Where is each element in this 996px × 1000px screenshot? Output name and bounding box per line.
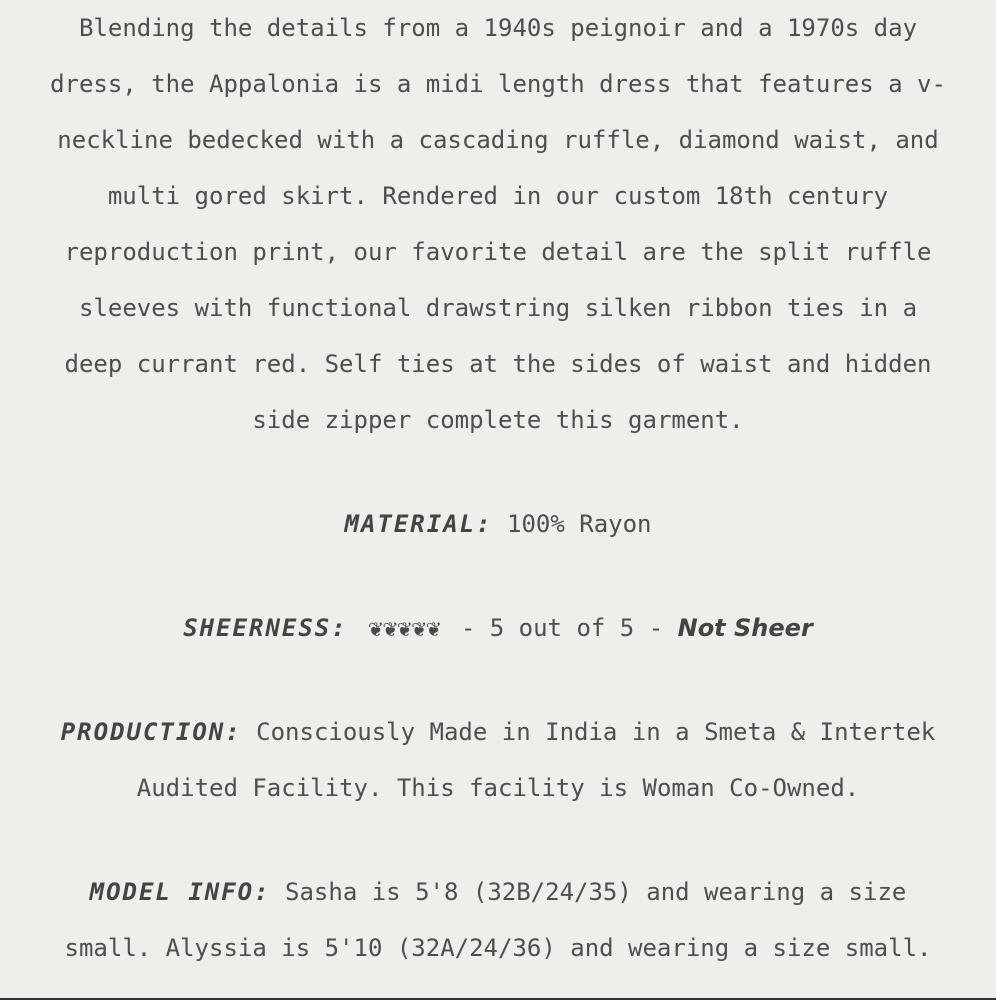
spacer — [48, 656, 948, 704]
model-info-label: MODEL INFO: — [89, 878, 271, 906]
production-label: PRODUCTION: — [60, 718, 242, 746]
spacer — [48, 448, 948, 496]
sheerness-label: SHEERNESS: — [183, 614, 348, 642]
heart-rating-icons: ❦❦❦❦❦ — [368, 614, 441, 642]
model-info-value: Sasha is 5'8 (32B/24/35) and wearing a size small. Alyssia is 5'10 (32A/24/36) and wearing a size small. — [64, 878, 932, 962]
production-value: Consciously Made in India in a Smeta & Intertek Audited Facility. This facility is Woman Co-Owned. — [136, 718, 936, 802]
product-description: Blending the details from a 1940s peignoir and a 1970s day dress, the Appalonia is a midi length dress that features a v-neckline bedecked with a cascading ruffle, diamond waist, and multi gored skirt. Rendered in our custom 18th century reproduction print, our favorite detail are the split ruffle sleeves with functional drawstring silken ribbon ties in a deep currant red. Self ties at the sides of waist and hidden side zipper complete this garment. — [50, 14, 946, 434]
product-details — [48, 0, 948, 976]
sheerness-line — [48, 600, 948, 656]
model-info-line — [48, 864, 948, 976]
material-line — [48, 496, 948, 552]
spacer — [48, 552, 948, 600]
spacer — [48, 816, 948, 864]
sheerness-note: Not Sheer — [677, 614, 813, 642]
material-label: MATERIAL: — [344, 510, 493, 538]
production-line — [48, 704, 948, 816]
sheerness-rating-text: - 5 out of 5 - — [460, 614, 664, 642]
material-value: 100% Rayon — [507, 510, 652, 538]
